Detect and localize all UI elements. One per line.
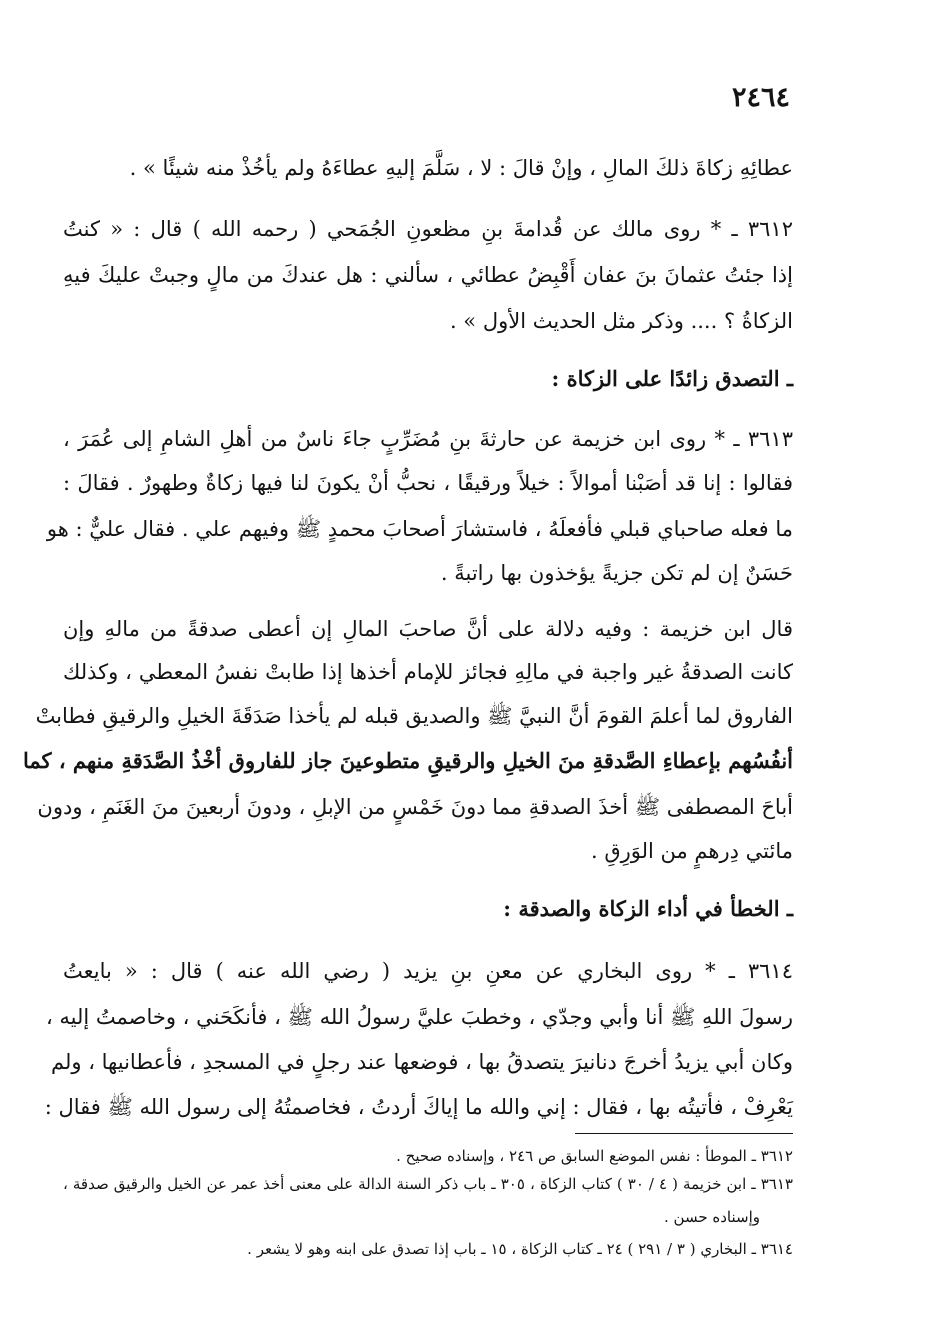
hadith-3614-line-4: يَعْرِفْ ، فأتيتُه بها ، فقال : إني والله ما إياكَ أردتُ ، فخاصمتُهُ إلى رسول الله ﷺ فقال : [44, 1095, 793, 1119]
commentary-line-5: أباحَ المصطفى ﷺ أخذَ الصدقةِ مما دونَ خَمْسٍ من الإبلِ ، ودونَ أربعينَ منَ الغَنَمِ ، ودون [37, 795, 793, 819]
section-heading-charity-beyond-zakat: ـ التصدق زائدًا على الزكاة : [551, 366, 793, 391]
commentary-line-4: أنفُسُهم بإعطاءِ الصَّدقةِ منَ الخيلِ والرقيقِ متطوعينَ جاز للفاروق أخْذُ الصَّدَقةِ منهم ، كما [22, 748, 793, 773]
hadith-3613-line-1: ٣٦١٣ ـ * روى ابن خزيمة عن حارثةَ بنِ مُضَرِّبٍ جاءَ ناسٌ من أهلِ الشامِ إلى عُمَرَ ، [63, 427, 793, 451]
hadith-3612-line-1: ٣٦١٢ ـ * روى مالك عن قُدامةَ بنِ مظعونِ الجُمَحي ( رحمه الله ) قال : « كنتُ [63, 217, 793, 241]
footnote-3613-line-2: وإسناده حسن . [664, 1208, 760, 1226]
section-heading-error-in-zakat: ـ الخطأ في أداء الزكاة والصدقة : [503, 896, 793, 921]
commentary-line-1: قال ابن خزيمة : وفيه دلالة على أنَّ صاحبَ المالِ إن أعطى صدقةً من مالهِ وإن [63, 617, 793, 641]
footnote-3614: ٣٦١٤ ـ البخاري ( ٣ / ٢٩١ ) ٢٤ ـ كتاب الزكاة ، ١٥ ـ باب إذا تصدق على ابنه وهو لا يشعر . [247, 1240, 793, 1258]
footnote-separator [575, 1133, 793, 1134]
commentary-line-6: مائتي دِرهمٍ من الوَرِقِ . [590, 839, 793, 863]
commentary-line-2: كانت الصدقةُ غير واجبة في مالِهِ فجائز للإمام أخذها إذا طابتْ نفسُ المعطي ، وكذلك [63, 660, 793, 684]
hadith-3612-line-2: إذا جئتُ عثمانَ بنَ عفان أَقْبِضُ عطائي ، سألني : هل عندكَ من مالٍ وجبتْ عليكَ فيهِ [63, 263, 793, 287]
page-number: ٢٤٦٤ [731, 82, 790, 113]
footnote-3612: ٣٦١٢ ـ الموطأ : نفس الموضع السابق ص ٢٤٦ ، وإسناده صحيح . [396, 1147, 793, 1165]
footnote-3613-line-1: ٣٦١٣ ـ ابن خزيمة ( ٤ / ٣٠ ) كتاب الزكاة ، ٣٠٥ ـ باب ذكر السنة الدالة على معنى أخذ عمر عن الخيل والرقيق صدقة ، [63, 1175, 793, 1193]
hadith-3614-line-1: ٣٦١٤ ـ * روى البخاري عن معنِ بنِ يزيد ( رضي الله عنه ) قال : « بايعتُ [63, 959, 793, 983]
hadith-3614-line-2: رسولَ اللهِ ﷺ أنا وأبي وجدّي ، وخطبَ عليَّ رسولُ الله ﷺ ، فأنكَحَني ، وخاصمتُ إليه ، [45, 1005, 793, 1029]
commentary-line-3: الفاروق لما أعلمَ القومَ أنَّ النبيَّ ﷺ والصديق قبله لم يأخذا صَدَقَةَ الخيلِ والرقيقِ فطابتْ [35, 704, 793, 728]
hadith-3613-line-4: حَسَنٌ إن لم تكن جزيةً يؤخذون بها راتبةً . [440, 561, 793, 585]
hadith-3613-line-2: فقالوا : إنا قد أصَبْنا أموالاً : خيلاً ورقيقًا ، نحبُّ أنْ يكونَ لنا فيها زكاةٌ وطهورٌ . فقالَ : [63, 471, 793, 495]
hadith-3613-line-3: ما فعله صاحباي قبلي فأفعلَهُ ، فاستشارَ أصحابَ محمدٍ ﷺ وفيهم علي . فقال عليٌّ : هو [46, 517, 793, 541]
hadith-3612-line-3: الزكاةُ ؟ .... وذكر مثل الحديث الأول » . [449, 309, 793, 333]
text-line: عطائِهِ زكاةَ ذلكَ المالِ ، وإنْ قالَ : لا ، سَلَّمَ إليهِ عطاءَهُ ولم يأخُذْ منه شيئًا » . [129, 156, 793, 180]
hadith-3614-line-3: وكان أبي يزيدُ أخرجَ دنانيرَ يتصدقُ بها ، فوضعها عند رجلٍ في المسجدِ ، فأعطانيها ، ولم [51, 1050, 793, 1074]
